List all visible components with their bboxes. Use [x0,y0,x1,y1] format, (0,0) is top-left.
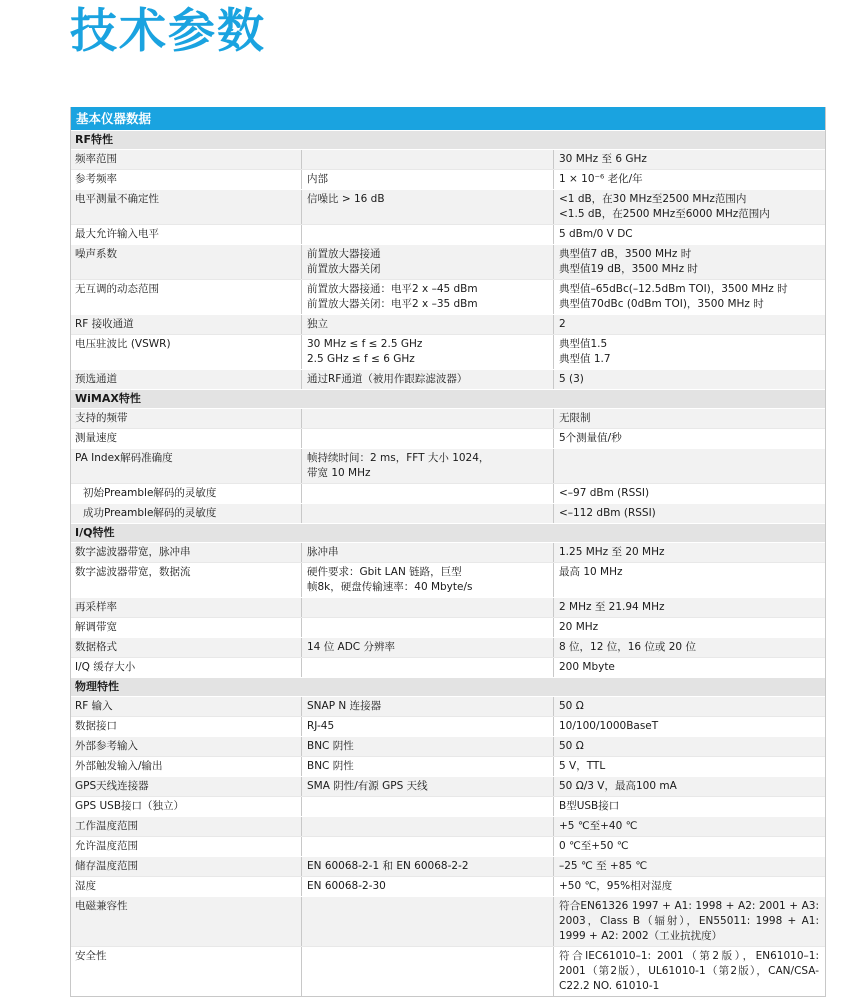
value-cell [553,449,823,483]
table-row [71,617,825,637]
condition-cell [301,225,553,244]
value-cell: B型USB接口 [553,797,823,816]
condition-cell: 独立 [301,315,553,334]
condition-cell [301,504,553,523]
parameter-cell: 成功Preamble解码的灵敏度 [83,507,217,519]
parameter-cell: GPS天线连接器 [75,780,149,792]
condition-cell: SMA 阴性/有源 GPS 天线 [301,777,553,796]
condition-cell: EN 60068-2-1 和 EN 60068-2-2 [301,857,553,876]
condition-cell [301,484,553,503]
table-row [71,836,825,856]
condition-cell: 通过RF通道（被用作跟踪滤波器） [301,370,553,389]
parameter-cell: I/Q 缓存大小 [75,661,136,673]
parameter-cell: 最大允许输入电平 [75,228,159,240]
table-row [71,796,825,816]
condition-cell: 帧持续时间：2 ms，FFT 大小 1024， 带宽 10 MHz [301,449,553,483]
table-row [71,736,825,756]
value-cell: 10/100/1000BaseT [553,717,823,736]
condition-cell [301,429,553,448]
condition-cell: RJ-45 [301,717,553,736]
table-row [71,483,825,503]
table-row [71,369,825,389]
condition-cell: 信噪比 > 16 dB [301,190,553,224]
condition-cell: SNAP N 连接器 [301,697,553,716]
value-cell: 50 Ω/3 V，最高100 mA [553,777,823,796]
parameter-cell: RF 接收通道 [75,318,134,330]
value-cell: 200 Mbyte [553,658,823,677]
section-header: WiMAX特性 [71,389,825,408]
parameter-cell: RF 输入 [75,700,113,712]
value-cell: 2 [553,315,823,334]
value-cell: 典型值–65dBc(–12.5dBm TOI)，3500 MHz 时 典型值70dBc (0dBm TOI)，3500 MHz 时 [553,280,823,314]
value-cell: 0 ℃至+50 ℃ [553,837,823,856]
table-row [71,244,825,279]
parameter-cell: 无互调的动态范围 [75,283,159,295]
condition-cell [301,150,553,169]
parameter-cell: 初始Preamble解码的灵敏度 [83,487,217,499]
value-cell: 5 dBm/0 V DC [553,225,823,244]
parameter-cell: 安全性 [75,950,107,962]
table-row [71,896,825,946]
spec-table [70,107,826,997]
table-row [71,542,825,562]
condition-cell [301,618,553,637]
parameter-cell: PA Index解码准确度 [75,452,173,464]
table-body [71,130,825,996]
value-cell: 1.25 MHz 至 20 MHz [553,543,823,562]
parameter-cell: 噪声系数 [75,248,117,260]
table-row [71,314,825,334]
value-cell: 20 MHz [553,618,823,637]
table-row [71,756,825,776]
parameter-cell: 电压驻波比 (VSWR) [75,338,171,350]
table-row [71,562,825,597]
value-cell: <–112 dBm (RSSI) [553,504,823,523]
section-header: 物理特性 [71,677,825,696]
parameter-cell: 数字滤波器带宽，脉冲串 [75,546,191,558]
section-header: I/Q特性 [71,523,825,542]
parameter-cell: 预选通道 [75,373,117,385]
parameter-cell: 湿度 [75,880,96,892]
parameter-cell: 数据格式 [75,641,117,653]
condition-cell: 前置放大器接通 前置放大器关闭 [301,245,553,279]
value-cell: 50 Ω [553,697,823,716]
parameter-cell: 参考频率 [75,173,117,185]
value-cell: +50 ℃，95%相对湿度 [553,877,823,896]
value-cell: –25 ℃ 至 +85 ℃ [553,857,823,876]
parameter-cell: 频率范围 [75,153,117,165]
value-cell: 1 × 10⁻⁶ 老化/年 [553,170,823,189]
condition-cell [301,658,553,677]
table-row [71,149,825,169]
parameter-cell: 电平测量不确定性 [75,193,159,205]
parameter-cell: 再采样率 [75,601,117,613]
parameter-cell: 电磁兼容性 [75,900,128,912]
value-cell: 8 位，12 位，16 位或 20 位 [553,638,823,657]
condition-cell: 脉冲串 [301,543,553,562]
value-cell: 符合IEC61010–1: 2001（第2版），EN61010–1: 2001（第2版），UL61010-1（第2版），CAN/CSA-C22.2 NO. 61010-1 [553,947,823,996]
value-cell: 5 (3) [553,370,823,389]
table-row [71,279,825,314]
table-row [71,657,825,677]
condition-cell: 30 MHz ≤ f ≤ 2.5 GHz 2.5 GHz ≤ f ≤ 6 GHz [301,335,553,369]
value-cell: 50 Ω [553,737,823,756]
table-row [71,637,825,657]
table-row [71,816,825,836]
table-row [71,189,825,224]
value-cell: 符合EN61326 1997 + A1: 1998 + A2: 2001 + A3: 2003，Class B（辐射），EN55011: 1998 + A1: 1999 + A2: 2002（工业抗扰度） [553,897,823,946]
value-cell: 典型值7 dB，3500 MHz 时 典型值19 dB，3500 MHz 时 [553,245,823,279]
value-cell: 30 MHz 至 6 GHz [553,150,823,169]
table-row [71,428,825,448]
parameter-cell: 数据接口 [75,720,117,732]
table-row [71,716,825,736]
condition-cell: BNC 阴性 [301,737,553,756]
table-title: 基本仪器数据 [71,107,825,130]
table-row [71,169,825,189]
value-cell: <–97 dBm (RSSI) [553,484,823,503]
table-row [71,503,825,523]
table-row [71,876,825,896]
condition-cell: 前置放大器接通：电平2 x –45 dBm 前置放大器关闭：电平2 x –35 dBm [301,280,553,314]
parameter-cell: 储存温度范围 [75,860,138,872]
parameter-cell: 测量速度 [75,432,117,444]
condition-cell: BNC 阴性 [301,757,553,776]
parameter-cell: 允许温度范围 [75,840,138,852]
table-row [71,946,825,996]
condition-cell [301,817,553,836]
table-row [71,856,825,876]
condition-cell [301,797,553,816]
parameter-cell: 外部触发输入/输出 [75,760,163,772]
value-cell: 2 MHz 至 21.94 MHz [553,598,823,617]
table-row [71,696,825,716]
condition-cell [301,947,553,996]
condition-cell [301,897,553,946]
condition-cell [301,837,553,856]
condition-cell [301,598,553,617]
value-cell: 典型值1.5 典型值 1.7 [553,335,823,369]
value-cell: 无限制 [553,409,823,428]
parameter-cell: 解调带宽 [75,621,117,633]
page-title: 技术参数 [70,4,266,59]
section-header: RF特性 [71,130,825,149]
value-cell: +5 ℃至+40 ℃ [553,817,823,836]
condition-cell: 硬件要求：Gbit LAN 链路，巨型 帧8k，硬盘传输速率：40 Mbyte/s [301,563,553,597]
table-row [71,334,825,369]
parameter-cell: 外部参考输入 [75,740,138,752]
condition-cell: 14 位 ADC 分辨率 [301,638,553,657]
value-cell: 最高 10 MHz [553,563,823,597]
value-cell: 5 V，TTL [553,757,823,776]
table-row [71,776,825,796]
value-cell: <1 dB，在30 MHz至2500 MHz范围内 <1.5 dB，在2500 MHz至6000 MHz范围内 [553,190,823,224]
table-row [71,408,825,428]
parameter-cell: 支持的频带 [75,412,128,424]
parameter-cell: 数字滤波器带宽，数据流 [75,566,191,578]
condition-cell: 内部 [301,170,553,189]
parameter-cell: 工作温度范围 [75,820,138,832]
table-row [71,224,825,244]
condition-cell [301,409,553,428]
condition-cell: EN 60068-2-30 [301,877,553,896]
value-cell: 5个测量值/秒 [553,429,823,448]
table-row [71,448,825,483]
parameter-cell: GPS USB接口（独立） [75,800,185,812]
table-row [71,597,825,617]
